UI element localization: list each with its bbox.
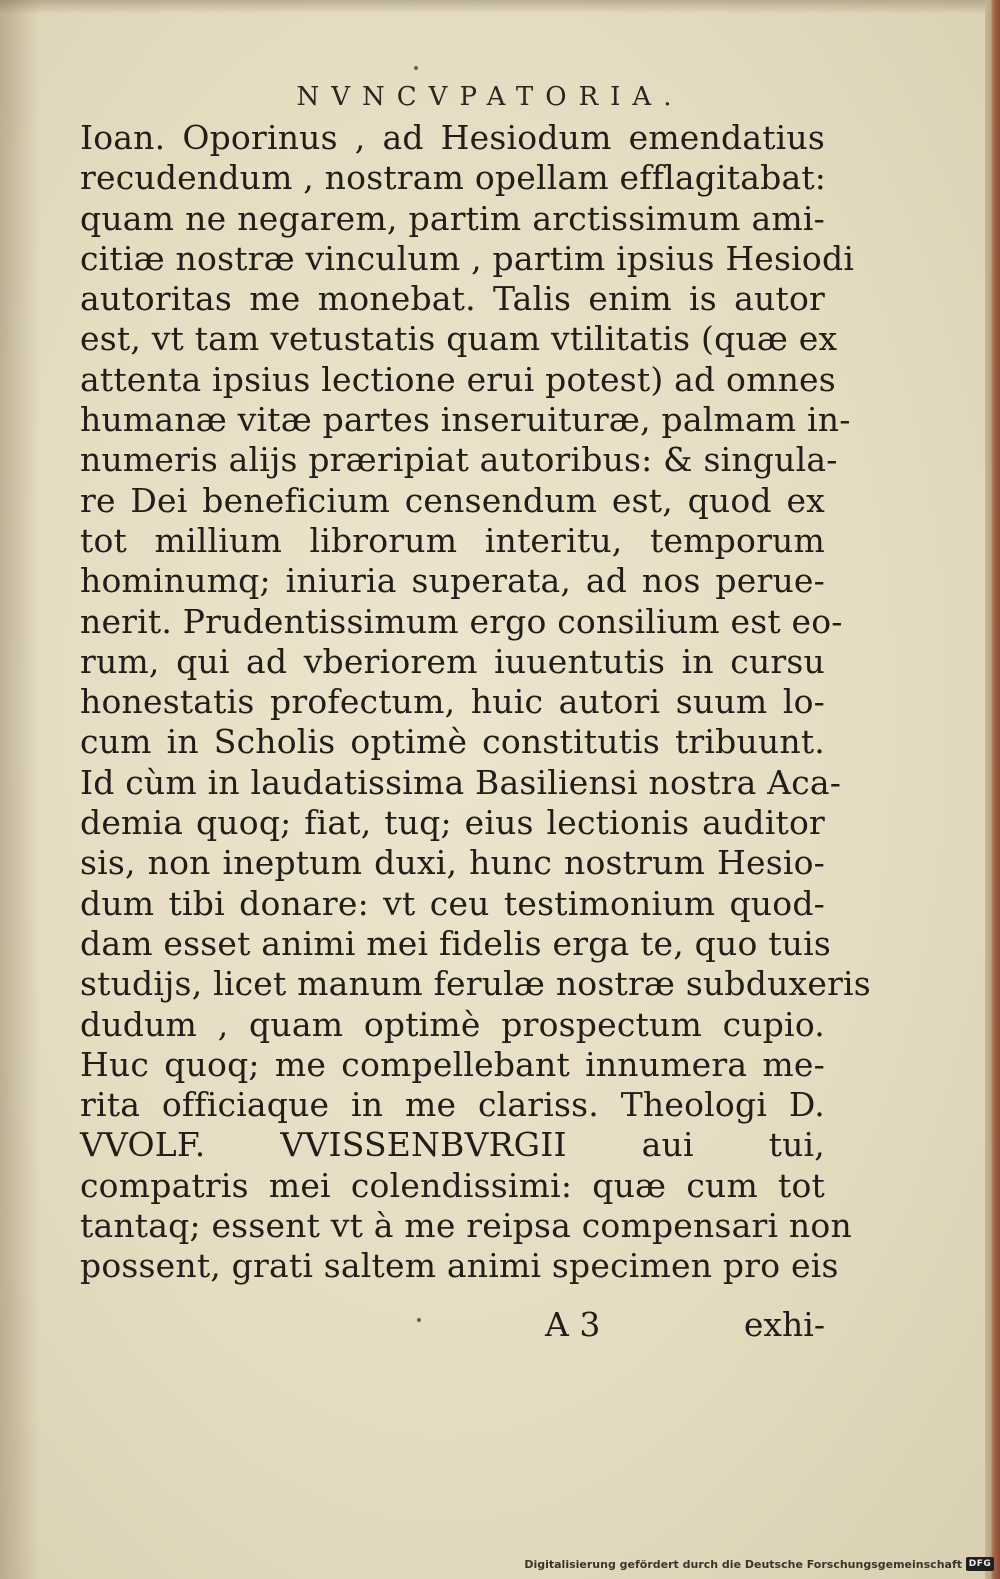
text-line: rita officiaque in me clariss. Theologi D. — [80, 1085, 825, 1125]
funding-text: Digitalisierung gefördert durch die Deutsche Forschungsgemeinschaft — [524, 1557, 962, 1571]
text-line: Huc quoq; me compellebant innumera me- — [80, 1044, 825, 1084]
text-line: honestatis profectum, huic autori suum lo- — [80, 682, 825, 722]
text-line: hominumq; iniuria superata, ad nos perue- — [80, 561, 825, 601]
top-edge — [0, 0, 1000, 14]
text-line: Id cùm in laudatissima Basiliensi nostra Aca- — [80, 762, 842, 802]
ink-speck — [414, 66, 418, 70]
text-line: quam ne negarem, partim arctissimum ami- — [80, 198, 825, 238]
text-line: citiæ nostræ vinculum , partim ipsius Hesiodi — [80, 238, 855, 278]
gutter-shadow — [0, 0, 40, 1579]
catchword: exhi- — [743, 1305, 825, 1344]
text-block — [80, 118, 871, 1287]
funding-banner — [524, 1555, 994, 1573]
text-line: sis, non ineptum duxi, hunc nostrum Hesio- — [80, 843, 825, 883]
text-line: tot millium librorum interitu, temporum — [80, 520, 825, 560]
text-line: dum tibi donare: vt ceu testimonium quod- — [80, 883, 825, 923]
text-line: compatris mei colendissimi: quæ cum tot — [80, 1165, 825, 1205]
text-line: nerit. Prudentissimum ergo consilium est eo- — [80, 601, 843, 641]
text-line: humanæ vitæ partes inseruituræ, palmam in- — [80, 400, 851, 440]
text-line: est, vt tam vetustatis quam vtilitatis (quæ ex — [80, 319, 838, 359]
text-line: VVOLF. VVISSENBVRGII aui tui, — [80, 1125, 825, 1165]
running-head: NVNCVPATORIA. — [296, 82, 684, 112]
dfg-logo: DFG — [966, 1557, 994, 1571]
text-line: possent, grati saltem animi specimen pro eis — [80, 1246, 839, 1286]
text-line: cum in Scholis optimè constitutis tribuunt. — [80, 722, 825, 762]
text-line: Ioan. Oporinus , ad Hesiodum emendatius — [80, 118, 825, 157]
text-line: dam esset animi mei fidelis erga te, quo tuis — [80, 923, 832, 963]
page-fore-edge — [985, 0, 1000, 1579]
text-line: demia quoq; fiat, tuq; eius lectionis auditor — [80, 803, 825, 843]
text-line: recudendum , nostram opellam efflagitabat: — [80, 158, 827, 198]
text-line: tantaq; essent vt à me reipsa compensari non — [80, 1206, 852, 1246]
page-footer — [80, 1305, 825, 1349]
text-line: dudum , quam optimè prospectum cupio. — [80, 1004, 825, 1044]
signature-mark: A 3 — [545, 1305, 601, 1344]
text-line: rum, qui ad vberiorem iuuentutis in cursu — [80, 641, 825, 681]
text-line: attenta ipsius lectione erui potest) ad omnes — [80, 359, 836, 399]
text-line: re Dei beneficium censendum est, quod ex — [80, 480, 825, 520]
text-line: autoritas me monebat. Talis enim is autor — [80, 279, 825, 319]
text-line: numeris alijs præripiat autoribus: & singula- — [80, 440, 838, 480]
text-line: studijs, licet manum ferulæ nostræ subduxeris — [80, 964, 871, 1004]
